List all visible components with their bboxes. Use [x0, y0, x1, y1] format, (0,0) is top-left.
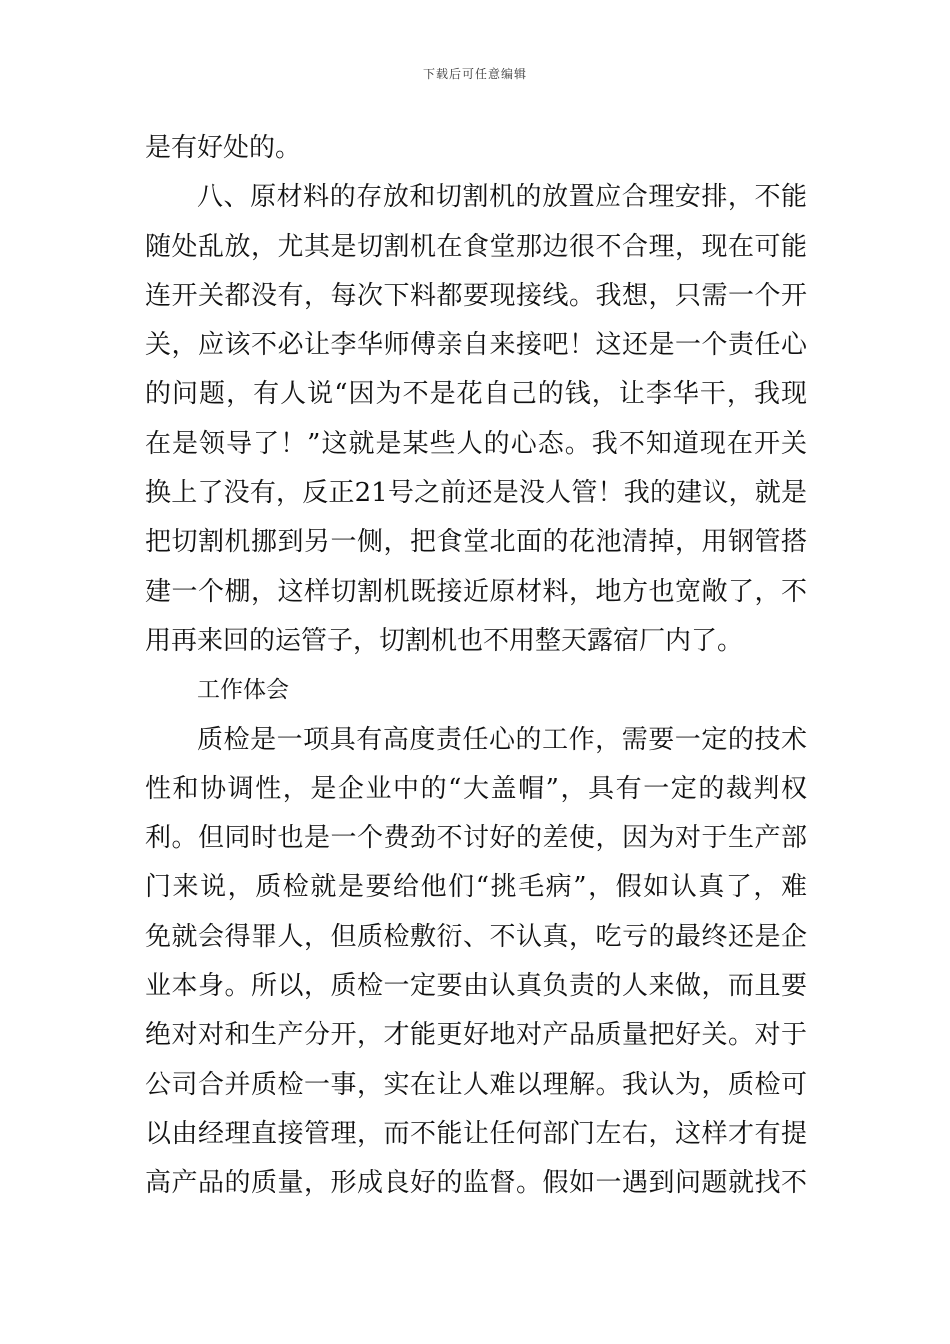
text-line: 用再来回的运管子，切割机也不用整天露宿厂内了。: [145, 625, 744, 656]
text-line: 在是领导了！”这就是某些人的心态。我不知道现在开关: [145, 428, 807, 459]
text-line: 是有好处的。: [145, 133, 302, 163]
text-line: 业本身。所以，质检一定要由认真负责的人来做，而且要: [145, 971, 807, 1002]
text-line: 免就会得罪人，但质检敷衍、不认真，吃亏的最终还是企: [145, 921, 807, 952]
text-line: 连开关都没有，每次下料都要现接线。我想，只需一个开: [145, 280, 807, 311]
text-line: 换上了没有，反正21号之前还是没人管！我的建议，就是: [145, 478, 807, 509]
paragraph-start-line: 质检是一项具有高度责任心的工作，需要一定的技术: [197, 724, 807, 755]
paragraph-start-line: 八、原材料的存放和切割机的放置应合理安排，不能: [197, 182, 807, 213]
text-line: 建一个棚，这样切割机既接近原材料，地方也宽敞了，不: [145, 576, 807, 607]
text-line: 公司合并质检一事，实在让人难以理解。我认为，质检可: [145, 1069, 807, 1100]
text-line: 性和协调性，是企业中的“大盖帽”，具有一定的裁判权: [145, 773, 807, 804]
page-header: 下载后可任意编辑: [422, 67, 527, 81]
text-line: 门来说，质检就是要给他们“挑毛病”，假如认真了，难: [145, 872, 807, 903]
text-line: 高产品的质量，形成良好的监督。假如一遇到问题就找不: [145, 1168, 807, 1199]
text-line: 的问题，有人说“因为不是花自己的钱，让李华干，我现: [145, 379, 807, 410]
document-body: [145, 124, 807, 1209]
text-line: 把切割机挪到另一侧，把食堂北面的花池清掉，用钢管搭: [145, 527, 807, 558]
text-line: 绝对对和生产分开，才能更好地对产品质量把好关。对于: [145, 1020, 807, 1051]
section-heading: 工作体会: [197, 677, 289, 704]
text-line: 利。但同时也是一个费劲不讨好的差使，因为对于生产部: [145, 823, 807, 854]
text-line: 以由经理直接管理，而不能让任何部门左右，这样才有提: [145, 1118, 807, 1149]
text-line: 随处乱放，尤其是切割机在食堂那边很不合理，现在可能: [145, 231, 807, 262]
text-line: 关，应该不必让李华师傅亲自来接吧！这还是一个责任心: [145, 330, 807, 361]
